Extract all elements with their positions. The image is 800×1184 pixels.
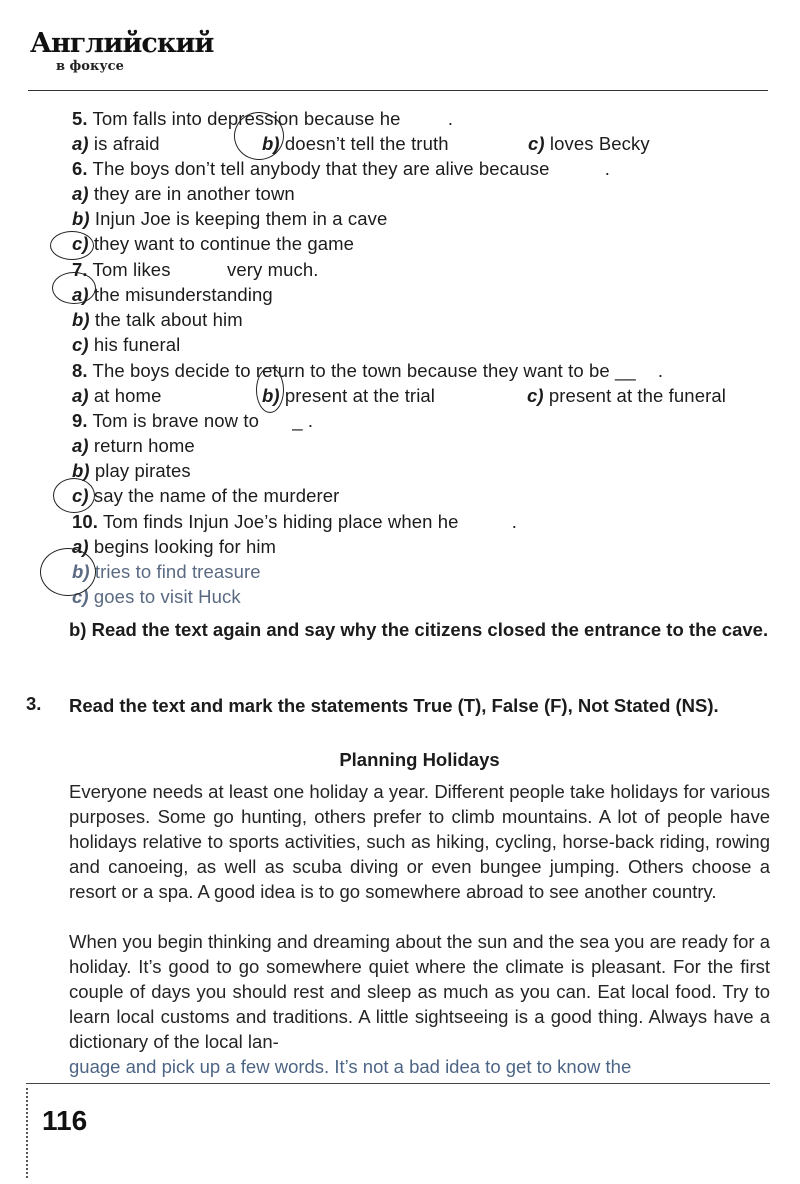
answer-circle-mark: [234, 112, 284, 160]
question-number: 6.: [72, 158, 88, 179]
option-a: [72, 536, 276, 558]
question-number: 5.: [72, 108, 88, 129]
option-b: [72, 561, 261, 583]
question-text: Tom is brave now to: [92, 410, 259, 431]
option-text: doesn’t tell the truth: [284, 133, 449, 154]
question-number: 8.: [72, 360, 88, 381]
question-number: 9.: [72, 410, 88, 431]
option-text: return home: [93, 435, 195, 456]
reading-paragraph-2: [69, 929, 770, 1079]
question-number: 10.: [72, 511, 99, 532]
task-label: b): [69, 619, 87, 640]
option-label: c): [528, 133, 545, 154]
answer-circle-mark: [53, 478, 95, 513]
answer-circle-mark: [40, 548, 96, 596]
paragraph-text-tail: guage and pick up a few words. It’s not a bad idea to get to know the: [69, 1056, 632, 1077]
option-text: they want to continue the game: [93, 233, 355, 254]
paragraph-text: Everyone needs at least one holiday a year. Different people take holidays for various purposes. Some go hunting, others prefer to climb mountains. A lot of people have holidays relative to sports activities, such as hiking, cycling, horse-back riding, rowing and canoeing, as well as scuba diving or even bungee jumping. Others choose a resort or a spa. A good idea is to go somewhere abroad to see another country.: [69, 781, 770, 902]
exercise-2b: [69, 617, 774, 642]
option-b: [262, 133, 449, 155]
option-c: [528, 133, 650, 155]
option-c: [72, 233, 354, 255]
option-b: [72, 309, 243, 331]
option-b: [72, 460, 191, 482]
option-a: [72, 385, 161, 407]
answer-circle-mark: [52, 272, 96, 304]
option-text: the talk about him: [94, 309, 243, 330]
option-text: is afraid: [93, 133, 160, 154]
option-label: c): [72, 586, 89, 607]
option-label: c): [72, 334, 89, 355]
option-c: [72, 586, 241, 608]
option-text: begins looking for him: [93, 536, 277, 557]
option-text: the misunderstanding: [93, 284, 273, 305]
question-number: 7.: [72, 259, 88, 280]
option-text: goes to visit Huck: [93, 586, 241, 607]
option-label: c): [72, 233, 89, 254]
option-a: [72, 133, 160, 155]
answer-circle-mark: [256, 367, 284, 413]
option-text: tries to find treasure: [94, 561, 261, 582]
option-text: loves Becky: [549, 133, 650, 154]
option-b: [72, 208, 387, 230]
option-label: a): [72, 435, 89, 456]
option-label: b): [262, 385, 280, 406]
option-label: b): [72, 460, 90, 481]
footer-rule: [26, 1083, 770, 1084]
question-text: Tom falls into depression because he: [92, 108, 401, 129]
logo-subtitle: в фокусе: [56, 59, 124, 74]
publisher-logo: [30, 28, 213, 74]
option-a: [72, 284, 273, 306]
option-c: [527, 385, 726, 407]
option-text: present at the funeral: [548, 385, 726, 406]
option-label: c): [527, 385, 544, 406]
margin-dotted-line: [26, 1088, 28, 1178]
option-c: [72, 334, 180, 356]
reading-paragraph-1: [69, 779, 770, 904]
question-8: 8. The boys decide to return to the town because they want to be __ .: [72, 360, 664, 381]
option-text: at home: [93, 385, 162, 406]
text-title: Planning Holidays: [339, 749, 500, 770]
option-text: say the name of the murderer: [93, 485, 340, 506]
option-label: a): [72, 536, 89, 557]
option-text: play pirates: [94, 460, 191, 481]
option-label: c): [72, 485, 89, 506]
option-label: b): [72, 208, 90, 229]
question-text-tail: very much.: [227, 259, 319, 280]
option-label: b): [72, 309, 90, 330]
question-9: 9. Tom is brave now to _ .: [72, 410, 314, 431]
header-rule: [28, 90, 768, 91]
option-text: they are in another town: [93, 183, 295, 204]
option-label: a): [72, 183, 89, 204]
logo-title: Английский: [30, 28, 214, 59]
option-text: his funeral: [93, 334, 181, 355]
option-b: [262, 385, 435, 407]
option-a: [72, 435, 195, 457]
exercise-instruction: Read the text and mark the statements True (T), False (F), Not Stated (NS).: [69, 695, 719, 716]
option-c: [72, 485, 339, 507]
question-5: 5. Tom falls into depression because he .: [72, 108, 454, 129]
option-label: a): [72, 284, 89, 305]
question-text: Tom likes: [92, 259, 171, 280]
task-text: Read the text again and say why the citizens closed the entrance to the cave.: [91, 619, 769, 640]
option-label: b): [262, 133, 280, 154]
option-label: a): [72, 385, 89, 406]
paragraph-text: When you begin thinking and dreaming about the sun and the sea you are ready for a holiday. It’s good to go somewhere quiet where the climate is pleasant. For the first couple of days you should rest and sleep as much as you can. Eat local food. Try to learn local customs and traditions. A little sightseeing is a good thing. Always have a dictionary of the local lan-: [69, 931, 770, 1052]
question-text: Tom finds Injun Joe’s hiding place when he: [102, 511, 459, 532]
question-text: The boys decide to return to the town because they want to be: [92, 360, 610, 381]
exercise-number: 3.: [26, 693, 42, 714]
question-6: 6. The boys don’t tell anybody that they are alive because .: [72, 158, 611, 179]
question-7: [72, 259, 319, 281]
option-a: [72, 183, 295, 205]
answer-circle-mark: [50, 231, 94, 260]
page-number: 116: [42, 1105, 88, 1136]
option-text: present at the trial: [284, 385, 436, 406]
option-label: a): [72, 133, 89, 154]
option-text: Injun Joe is keeping them in a cave: [94, 208, 388, 229]
option-label: b): [72, 561, 90, 582]
question-10: 10. Tom finds Injun Joe’s hiding place when he .: [72, 511, 518, 532]
question-text: The boys don’t tell anybody that they are alive because: [92, 158, 550, 179]
